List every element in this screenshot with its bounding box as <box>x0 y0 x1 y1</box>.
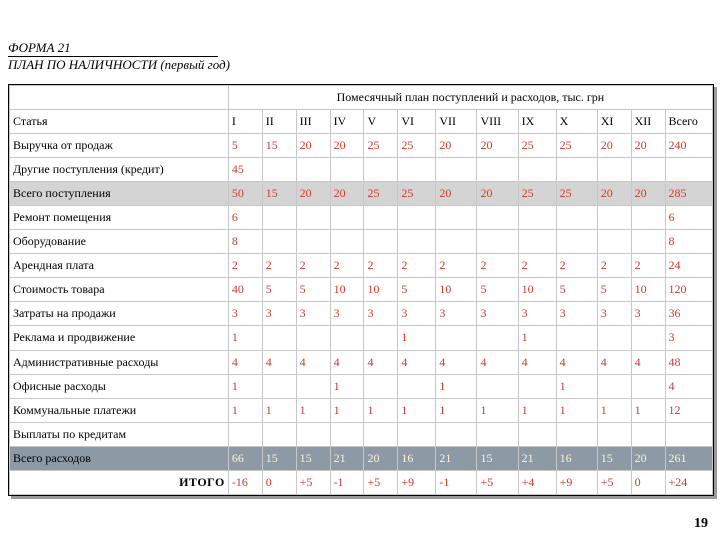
table-cell <box>262 326 296 350</box>
table-cell: 21 <box>436 446 477 470</box>
table-cell: 3 <box>262 302 296 326</box>
table-cell <box>556 230 597 254</box>
table-cell: +9 <box>398 470 436 494</box>
table-cell <box>477 206 518 230</box>
table-cell: 3 <box>228 302 262 326</box>
table-cell <box>631 326 665 350</box>
table-cell: +5 <box>296 470 330 494</box>
table-cell: 4 <box>228 350 262 374</box>
table-cell: +4 <box>518 470 556 494</box>
table-cell: 8 <box>665 230 713 254</box>
table-cell <box>597 326 631 350</box>
table-cell: 15 <box>477 446 518 470</box>
table-cell: +9 <box>556 470 597 494</box>
column-header-item: Статья <box>10 110 229 134</box>
table-cell: 6 <box>228 206 262 230</box>
table-cell: 20 <box>364 446 398 470</box>
table-cell <box>398 422 436 446</box>
table-cell: 20 <box>296 182 330 206</box>
row-label: Выручка от продаж <box>10 134 229 158</box>
table-cell: 20 <box>631 134 665 158</box>
caption-row <box>10 86 713 110</box>
table-cell: +5 <box>597 470 631 494</box>
table-cell: 4 <box>556 350 597 374</box>
table-cell <box>330 422 364 446</box>
row-label: Арендная плата <box>10 254 229 278</box>
table-cell: -1 <box>436 470 477 494</box>
table-cell <box>364 158 398 182</box>
row-label: Коммунальные платежи <box>10 398 229 422</box>
table-cell: 8 <box>228 230 262 254</box>
table-cell <box>665 422 713 446</box>
table-cell <box>556 422 597 446</box>
table-cell: 25 <box>556 134 597 158</box>
table-cell: 16 <box>398 446 436 470</box>
table-cell <box>631 374 665 398</box>
table-row <box>10 230 713 254</box>
table-cell: 1 <box>262 398 296 422</box>
table-cell: 5 <box>597 278 631 302</box>
table-cell <box>556 326 597 350</box>
table-cell: 2 <box>262 254 296 278</box>
table-cell: 4 <box>330 350 364 374</box>
table-cell: 25 <box>364 134 398 158</box>
row-label: Оборудование <box>10 230 229 254</box>
row-label: Выплаты по кредитам <box>10 422 229 446</box>
table-cell <box>296 326 330 350</box>
table-cell: 4 <box>631 350 665 374</box>
header-row <box>10 110 713 134</box>
table-cell: 0 <box>631 470 665 494</box>
table-cell: 1 <box>364 398 398 422</box>
column-header-month: III <box>296 110 330 134</box>
table-cell: 3 <box>477 302 518 326</box>
row-label: Стоимость товара <box>10 278 229 302</box>
table-cell <box>518 158 556 182</box>
table-row <box>10 326 713 350</box>
table-cell <box>518 374 556 398</box>
table-cell: 2 <box>597 254 631 278</box>
table-cell: 15 <box>262 182 296 206</box>
table-cell <box>665 158 713 182</box>
column-header-month: V <box>364 110 398 134</box>
table-cell: 10 <box>330 278 364 302</box>
table-cell: 20 <box>631 446 665 470</box>
table-cell: 20 <box>477 182 518 206</box>
table-cell: 4 <box>436 350 477 374</box>
table-cell <box>364 206 398 230</box>
table-cell: 5 <box>228 134 262 158</box>
table-cell <box>631 158 665 182</box>
table-cell <box>296 422 330 446</box>
form-header <box>8 40 230 73</box>
table-cell: 4 <box>518 350 556 374</box>
table-cell: 36 <box>665 302 713 326</box>
table-cell <box>296 230 330 254</box>
row-label: Всего поступления <box>10 182 229 206</box>
table-cell: 21 <box>518 446 556 470</box>
row-label: Другие поступления (кредит) <box>10 158 229 182</box>
table <box>9 85 713 495</box>
column-header-month: IV <box>330 110 364 134</box>
table-cell: 20 <box>631 182 665 206</box>
table-cell: 1 <box>228 374 262 398</box>
table-cell <box>262 374 296 398</box>
table-cell: 3 <box>364 302 398 326</box>
table-cell <box>398 206 436 230</box>
table-cell: 3 <box>556 302 597 326</box>
table-cell: 20 <box>330 182 364 206</box>
table-cell: 2 <box>518 254 556 278</box>
table-cell <box>436 422 477 446</box>
table-row <box>10 278 713 302</box>
table-caption: Помесячный план поступлений и расходов, тыс. грн <box>228 86 712 110</box>
table-cell: 3 <box>518 302 556 326</box>
table-cell <box>364 326 398 350</box>
table-cell <box>330 230 364 254</box>
table-cell: 10 <box>364 278 398 302</box>
table-cell: 240 <box>665 134 713 158</box>
table-cell <box>330 206 364 230</box>
table-cell: 3 <box>631 302 665 326</box>
table-cell: 1 <box>556 398 597 422</box>
table-cell: 1 <box>330 398 364 422</box>
table-cell: 5 <box>398 278 436 302</box>
table-cell: 3 <box>296 302 330 326</box>
row-label: Затраты на продажи <box>10 302 229 326</box>
table-cell: 2 <box>228 254 262 278</box>
table-cell: +24 <box>665 470 713 494</box>
table-cell <box>398 230 436 254</box>
table-row <box>10 134 713 158</box>
table-cell: 4 <box>597 350 631 374</box>
table-cell: 2 <box>330 254 364 278</box>
table-cell: 10 <box>631 278 665 302</box>
table-cell: 2 <box>364 254 398 278</box>
row-label: ИТОГО <box>10 470 229 494</box>
column-header-month: VIII <box>477 110 518 134</box>
table-cell <box>597 230 631 254</box>
table-cell: +5 <box>364 470 398 494</box>
table-cell: 4 <box>477 350 518 374</box>
table-cell <box>364 230 398 254</box>
column-header-month: I <box>228 110 262 134</box>
table-cell: 1 <box>330 374 364 398</box>
table-cell: 1 <box>398 398 436 422</box>
column-header-month: XI <box>597 110 631 134</box>
table-cell: 12 <box>665 398 713 422</box>
table-cell: 48 <box>665 350 713 374</box>
table-cell: 15 <box>262 446 296 470</box>
table-cell <box>556 158 597 182</box>
table-row <box>10 350 713 374</box>
table-cell: 5 <box>556 278 597 302</box>
table-row <box>10 422 713 446</box>
table-cell: 1 <box>228 326 262 350</box>
table-cell <box>631 206 665 230</box>
table-cell: 1 <box>518 326 556 350</box>
table-cell: 15 <box>296 446 330 470</box>
table-cell <box>597 206 631 230</box>
table-cell: 1 <box>597 398 631 422</box>
table-cell: 40 <box>228 278 262 302</box>
table-cell: 5 <box>477 278 518 302</box>
table-row <box>10 182 713 206</box>
table-cell: 3 <box>665 326 713 350</box>
table-cell: 5 <box>296 278 330 302</box>
table-cell: 1 <box>556 374 597 398</box>
table-cell <box>518 230 556 254</box>
table-cell <box>436 158 477 182</box>
table-cell: 261 <box>665 446 713 470</box>
table-cell: 1 <box>518 398 556 422</box>
table-cell: 6 <box>665 206 713 230</box>
table-cell: 2 <box>556 254 597 278</box>
table-row <box>10 302 713 326</box>
table-cell: +5 <box>477 470 518 494</box>
table-cell: 25 <box>398 134 436 158</box>
table-cell <box>436 206 477 230</box>
table-cell: 4 <box>364 350 398 374</box>
table-cell: 10 <box>436 278 477 302</box>
table-cell: 66 <box>228 446 262 470</box>
form-number: ФОРМА 21 <box>8 40 218 57</box>
row-label: Офисные расходы <box>10 374 229 398</box>
table-cell <box>364 422 398 446</box>
column-header-month: IX <box>518 110 556 134</box>
row-label: Всего расходов <box>10 446 229 470</box>
table-cell <box>477 374 518 398</box>
table-cell: 20 <box>436 182 477 206</box>
table-cell: 15 <box>597 446 631 470</box>
table-cell <box>296 158 330 182</box>
table-cell: 10 <box>518 278 556 302</box>
table-cell: 1 <box>436 374 477 398</box>
table-cell: 25 <box>398 182 436 206</box>
table-cell: 20 <box>436 134 477 158</box>
page-number: 19 <box>694 516 708 531</box>
table-cell: 0 <box>262 470 296 494</box>
cash-plan-table <box>8 84 714 496</box>
table-cell: 2 <box>296 254 330 278</box>
table-cell: 2 <box>631 254 665 278</box>
table-cell: 4 <box>262 350 296 374</box>
table-cell <box>556 206 597 230</box>
table-cell <box>398 374 436 398</box>
table-cell <box>477 230 518 254</box>
column-header-month: II <box>262 110 296 134</box>
table-cell: 4 <box>296 350 330 374</box>
table-cell: 25 <box>364 182 398 206</box>
table-cell: -16 <box>228 470 262 494</box>
column-header-month: Всего <box>665 110 713 134</box>
column-header-month: XII <box>631 110 665 134</box>
table-cell: 2 <box>477 254 518 278</box>
table-cell: 1 <box>228 398 262 422</box>
table-cell: 20 <box>296 134 330 158</box>
table-cell <box>477 326 518 350</box>
column-header-month: VI <box>398 110 436 134</box>
table-cell: 1 <box>477 398 518 422</box>
table-cell: 2 <box>398 254 436 278</box>
table-cell: 25 <box>518 182 556 206</box>
table-cell <box>597 158 631 182</box>
table-cell: 1 <box>398 326 436 350</box>
table-cell <box>518 206 556 230</box>
table-cell: 1 <box>631 398 665 422</box>
table-cell <box>330 158 364 182</box>
table-cell <box>518 422 556 446</box>
table-cell <box>364 374 398 398</box>
table-row <box>10 206 713 230</box>
table-cell: 20 <box>597 134 631 158</box>
table-cell: 45 <box>228 158 262 182</box>
table-cell <box>262 206 296 230</box>
table-cell: 1 <box>436 398 477 422</box>
table-cell: 3 <box>398 302 436 326</box>
table-cell: 3 <box>436 302 477 326</box>
table-cell: 20 <box>330 134 364 158</box>
table-cell: 2 <box>436 254 477 278</box>
table-cell <box>398 158 436 182</box>
table-cell: -1 <box>330 470 364 494</box>
table-cell: 50 <box>228 182 262 206</box>
table-cell <box>436 326 477 350</box>
table-cell <box>597 422 631 446</box>
form-title: ПЛАН ПО НАЛИЧНОСТИ (первый год) <box>8 57 230 72</box>
table-cell <box>477 422 518 446</box>
table-cell <box>262 230 296 254</box>
table-cell: 4 <box>398 350 436 374</box>
table-cell <box>296 374 330 398</box>
table-cell <box>262 422 296 446</box>
table-row <box>10 446 713 470</box>
table-row <box>10 158 713 182</box>
table-cell: 24 <box>665 254 713 278</box>
column-header-month: VII <box>436 110 477 134</box>
table-cell: 25 <box>556 182 597 206</box>
table-cell: 120 <box>665 278 713 302</box>
table-cell: 4 <box>665 374 713 398</box>
table-cell: 21 <box>330 446 364 470</box>
table-cell: 16 <box>556 446 597 470</box>
table-cell <box>228 422 262 446</box>
table-row <box>10 374 713 398</box>
table-cell: 3 <box>597 302 631 326</box>
table-cell <box>436 230 477 254</box>
table-cell: 20 <box>597 182 631 206</box>
table-cell: 15 <box>262 134 296 158</box>
table-row <box>10 254 713 278</box>
table-row <box>10 398 713 422</box>
table-cell: 20 <box>477 134 518 158</box>
table-cell: 25 <box>518 134 556 158</box>
table-cell <box>631 230 665 254</box>
table-cell <box>597 374 631 398</box>
table-row <box>10 470 713 494</box>
row-label: Административные расходы <box>10 350 229 374</box>
table-cell <box>330 326 364 350</box>
table-cell: 3 <box>330 302 364 326</box>
row-label: Ремонт помещения <box>10 206 229 230</box>
table-cell: 5 <box>262 278 296 302</box>
table-cell: 285 <box>665 182 713 206</box>
row-label: Реклама и продвижение <box>10 326 229 350</box>
table-cell: 1 <box>296 398 330 422</box>
table-cell <box>296 206 330 230</box>
table-cell <box>262 158 296 182</box>
table-cell <box>477 158 518 182</box>
column-header-month: X <box>556 110 597 134</box>
table-cell <box>631 422 665 446</box>
